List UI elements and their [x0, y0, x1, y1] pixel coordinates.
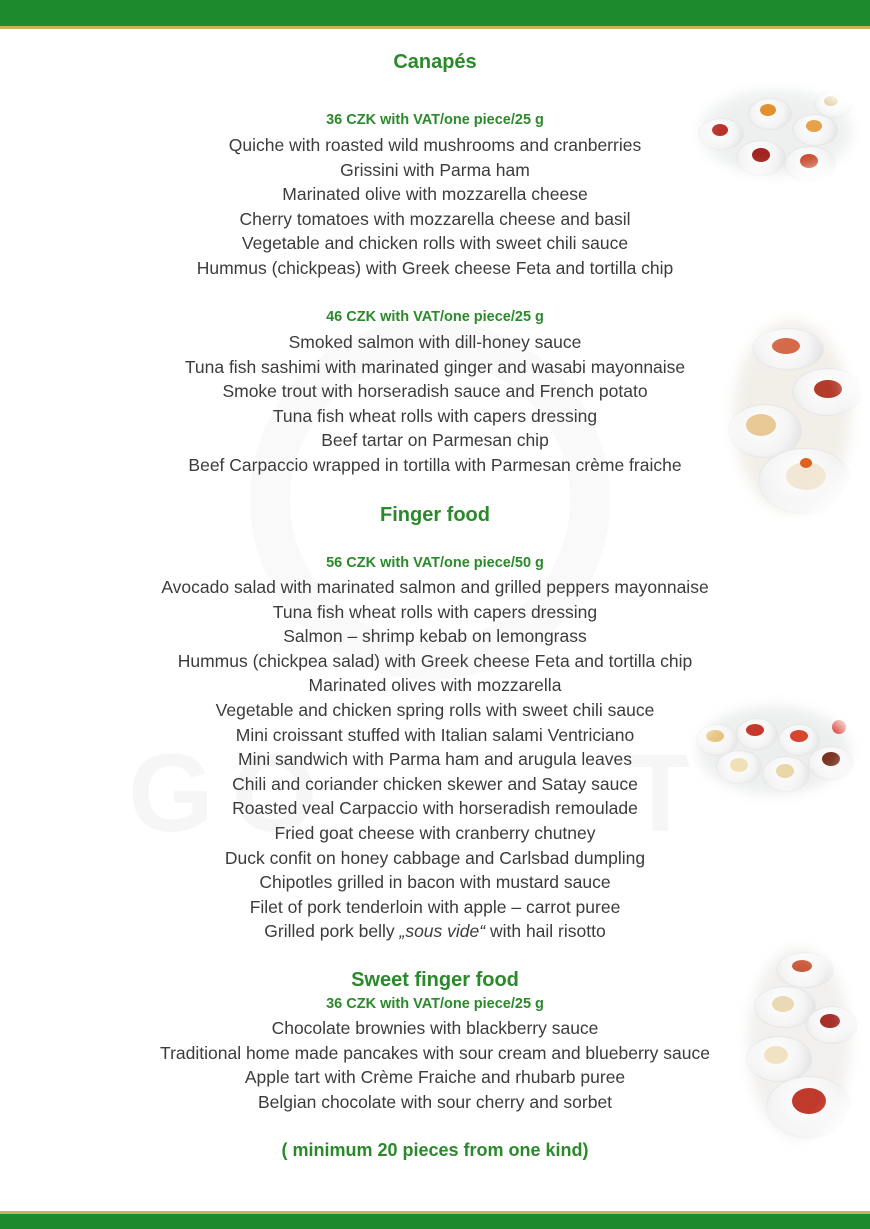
top-gold-line: [0, 26, 870, 29]
menu-item: Mini croissant stuffed with Italian salami Ventriciano: [235, 724, 635, 745]
menu-item: Salmon – shrimp kebab on lemongrass: [283, 626, 587, 647]
menu-item: Quiche with roasted wild mushrooms and cranberries: [228, 135, 642, 155]
section-title-sweet: Sweet finger food: [351, 969, 519, 991]
menu-item: Grissini with Parma ham: [340, 159, 530, 180]
sweet-photo: [736, 936, 862, 1150]
menu-item: Hummus (chickpeas) with Greek cheese Feta and tortilla chip: [196, 257, 674, 278]
menu-item-italic: „sous vide“: [399, 921, 486, 942]
finger-food-photo: [686, 694, 862, 806]
minimum-order-note: ( minimum 20 pieces from one kind): [281, 1140, 589, 1160]
price-finger-food: 56 CZK with VAT/one piece/50 g: [326, 555, 544, 571]
price-canapes-46: 46 CZK with VAT/one piece/25 g: [326, 309, 544, 325]
menu-item: Avocado salad with marinated salmon and grilled peppers mayonnaise: [161, 577, 709, 597]
menu-item: Beef tartar on Parmesan chip: [321, 430, 549, 451]
canape-photo-1: [688, 78, 864, 186]
menu-item-sous-vide: [0, 919, 870, 944]
menu-item: Filet of pork tenderloin with apple – carrot puree: [249, 896, 621, 917]
menu-item: Beef Carpaccio wrapped in tortilla with Parmesan crème fraiche: [188, 454, 682, 475]
price-sweet: 36 CZK with VAT/one piece/25 g: [326, 996, 544, 1012]
menu-item: Chipotles grilled in bacon with mustard sauce: [259, 872, 611, 893]
menu-item: Marinated olive with mozzarella cheese: [282, 184, 588, 205]
menu-item: Tuna fish sashimi with marinated ginger and wasabi mayonnaise: [184, 356, 686, 377]
menu-item: Apple tart with Crème Fraiche and rhubarb puree: [244, 1067, 626, 1088]
menu-item-text: Grilled pork belly: [264, 921, 400, 942]
menu-item-text: with hail risotto: [485, 921, 606, 942]
menu-item: Duck confit on honey cabbage and Carlsbad dumpling: [224, 847, 646, 868]
menu-item: Marinated olives with mozzarella: [308, 675, 562, 696]
menu-item: Tuna fish wheat rolls with capers dressing: [272, 601, 598, 622]
menu-item: Hummus (chickpea salad) with Greek cheese Feta and tortilla chip: [177, 650, 693, 671]
top-green-band: [0, 0, 870, 26]
menu-item: Traditional home made pancakes with sour cream and blueberry sauce: [160, 1042, 710, 1063]
menu-item: Vegetable and chicken rolls with sweet chili sauce: [241, 233, 629, 254]
menu-item: Roasted veal Carpaccio with horseradish remoulade: [232, 798, 638, 819]
bottom-green-band: [0, 1214, 870, 1229]
menu-item: Chili and coriander chicken skewer and Satay sauce: [232, 773, 638, 794]
menu-item: Vegetable and chicken spring rolls with sweet chili sauce: [215, 699, 655, 720]
menu-item: Smoke trout with horseradish sauce and French potato: [222, 381, 648, 402]
price-canapes-36: 36 CZK with VAT/one piece/25 g: [326, 112, 544, 128]
canape-photo-2: [722, 308, 862, 524]
menu-item: Mini sandwich with Parma ham and arugula leaves: [238, 749, 632, 770]
menu-item: Tuna fish wheat rolls with capers dressing: [272, 405, 598, 426]
section-title-finger-food: Finger food: [380, 504, 490, 526]
menu-item: Chocolate brownies with blackberry sauce: [271, 1018, 599, 1038]
menu-item: Cherry tomatoes with mozzarella cheese and basil: [239, 208, 631, 229]
menu-item: Smoked salmon with dill-honey sauce: [288, 332, 582, 352]
section-title-canapes: Canapés: [393, 51, 477, 73]
menu-item: Belgian chocolate with sour cherry and sorbet: [257, 1091, 613, 1112]
menu-item: Fried goat cheese with cranberry chutney: [274, 822, 596, 843]
